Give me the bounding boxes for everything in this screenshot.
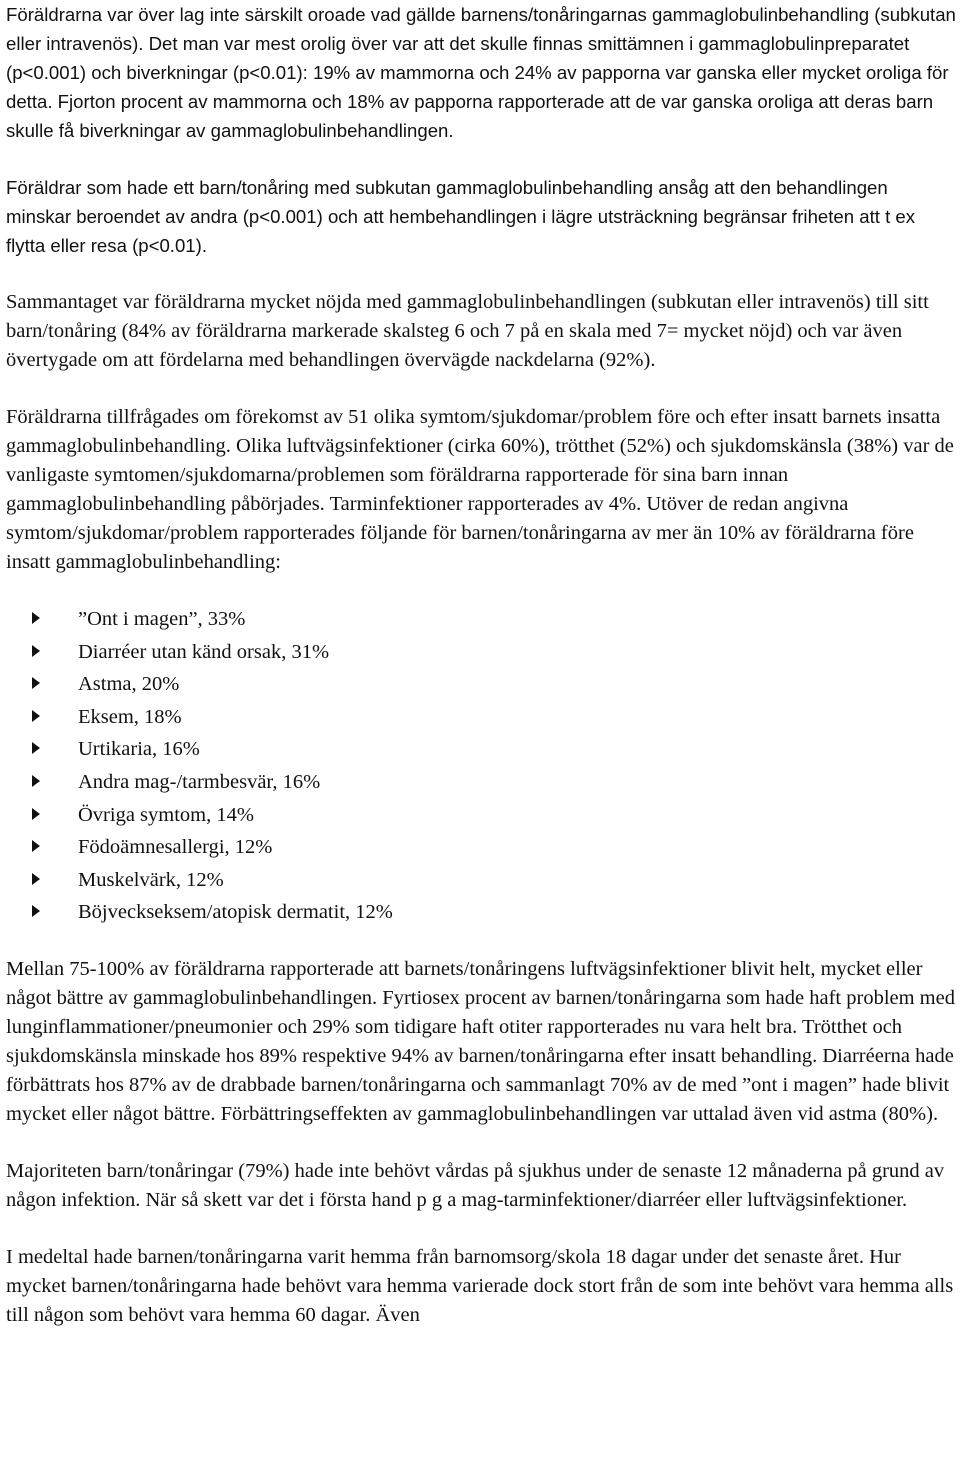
bullet-arrow-icon (32, 808, 40, 820)
spacer (6, 260, 956, 288)
list-item (32, 603, 956, 636)
spacer (6, 145, 956, 173)
paragraph-overall-satisfaction: Sammantaget var föräldrarna mycket nöjda med gammaglobulinbehandlingen (subkutan eller intravenös) till sitt barn/tonåring (84% av föräldrarna markerade skalsteg 6 och 7 på en skala med 7= mycket nöjd) och var även övertygade om att fördelarna med behandlingen övervägde nackdelarna (92%). (6, 291, 929, 371)
paragraph-improvement-effects: Mellan 75-100% av föräldrarna rapporterade att barnets/tonåringens luftvägsinfektioner blivit helt, mycket eller något bättre av gammaglobulinbehandlingen. Fyrtiosex procent av barnen/tonåringarna som hade haft problem med lunginflammationer/pneumonier och 29% som tidigare haft otiter rapporterades nu vara helt bra. Trötthet och sjukdomskänsla minskade hos 89% respektive 94% av barnen/tonåringarna efter insatt behandling. Diarréerna hade förbättrats hos 87% av de drabbade barnen/tonåringarna och sammanlagt 70% av de med ”ont i magen” hade blivit mycket eller något bättre. Förbättringseffekten av gammaglobulinbehandlingen var uttalad även vid astma (80%). (6, 957, 955, 1125)
bullet-arrow-icon (32, 775, 40, 787)
bullet-arrow-icon (32, 612, 40, 624)
bullet-arrow-icon (32, 840, 40, 852)
list-item (32, 896, 956, 929)
bullet-arrow-icon (32, 677, 40, 689)
list-item (32, 766, 956, 799)
symptom-label: Astma, 20% (78, 673, 180, 696)
symptom-label: Födoämnesallergi, 12% (78, 836, 273, 859)
spacer (6, 1129, 956, 1157)
bullet-arrow-icon (32, 873, 40, 885)
bullet-arrow-icon (32, 710, 40, 722)
document-page (6, 0, 956, 1330)
symptom-label: Muskelvärk, 12% (78, 868, 224, 891)
paragraph-subcutaneous-independence: Föräldrar som hade ett barn/tonåring med subkutan gammaglobulinbehandling ansåg att den behandlingen minskar beroendet av andra (p<0.001) och att hembehandlingen i lägre utsträckning begränsar friheten att t ex flytta eller resa (p<0.01). (6, 177, 916, 256)
spacer (6, 929, 956, 955)
symptom-label: Andra mag-/tarmbesvär, 16% (78, 770, 321, 793)
symptom-label: ”Ont i magen”, 33% (78, 608, 246, 630)
spacer (6, 577, 956, 603)
list-item (32, 668, 956, 701)
list-item (32, 636, 956, 669)
list-item (32, 799, 956, 832)
symptom-label: Eksem, 18% (78, 705, 182, 728)
list-item (32, 733, 956, 766)
spacer (6, 1215, 956, 1243)
list-item (32, 831, 956, 864)
symptom-label: Övriga symtom, 14% (78, 803, 254, 826)
bullet-arrow-icon (32, 742, 40, 754)
symptom-label: Böjveckseksem/atopisk dermatit, 12% (78, 901, 393, 924)
spacer (6, 375, 956, 403)
paragraph-parent-worries: Föräldrarna var över lag inte särskilt oroade vad gällde barnens/tonåringarnas gammaglobulinbehandling (subkutan eller intravenös). Det man var mest orolig över var att det skulle finnas smittämnen i gammaglobulinpreparatet (p<0.001) och biverkningar (p<0.01): 19% av mammorna och 24% av papporna var ganska eller mycket oroliga för detta. Fjorton procent av mammorna och 18% av papporna rapporterade att de var ganska oroliga att deras barn skulle få biverkningar av gammaglobulinbehandlingen. (6, 4, 956, 141)
paragraph-symptoms-before-treatment: Föräldrarna tillfrågades om förekomst av 51 olika symtom/sjukdomar/problem före och efter insatt barnets insatta gammaglobulinbehandling. Olika luftvägsinfektioner (cirka 60%), trötthet (52%) och sjukdomskänsla (38%) var de vanligaste symtomen/sjukdomarna/problemen som föräldrarna rapporterade för sina barn innan gammaglobulinbehandling påbörjades. Tarminfektioner rapporterades av 4%. Utöver de redan angivna symtom/sjukdomar/problem rapporterades följande för barnen/tonåringarna av mer än 10% av föräldrarna före insatt gammaglobulinbehandling: (6, 406, 954, 573)
symptom-label: Diarréer utan känd orsak, 31% (78, 640, 330, 663)
bullet-arrow-icon (32, 645, 40, 657)
paragraph-school-absence: I medeltal hade barnen/tonåringarna varit hemma från barnomsorg/skola 18 dagar under det senaste året. Hur mycket barnen/tonåringarna hade behövt vara hemma varierade dock stort från de som inte behövt vara hemma alls till någon som behövt vara hemma 60 dagar. Även (6, 1245, 954, 1326)
list-item (32, 701, 956, 734)
list-item (32, 864, 956, 897)
bullet-arrow-icon (32, 905, 40, 917)
symptom-label: Urtikaria, 16% (78, 738, 200, 761)
symptom-list (32, 603, 956, 929)
paragraph-hospitalization: Majoriteten barn/tonåringar (79%) hade inte behövt vårdas på sjukhus under de senaste 12 månaderna på grund av någon infektion. När så skett var det i första hand p g a mag-tarminfektioner/diarréer eller luftvägsinfektioner. (6, 1159, 945, 1211)
